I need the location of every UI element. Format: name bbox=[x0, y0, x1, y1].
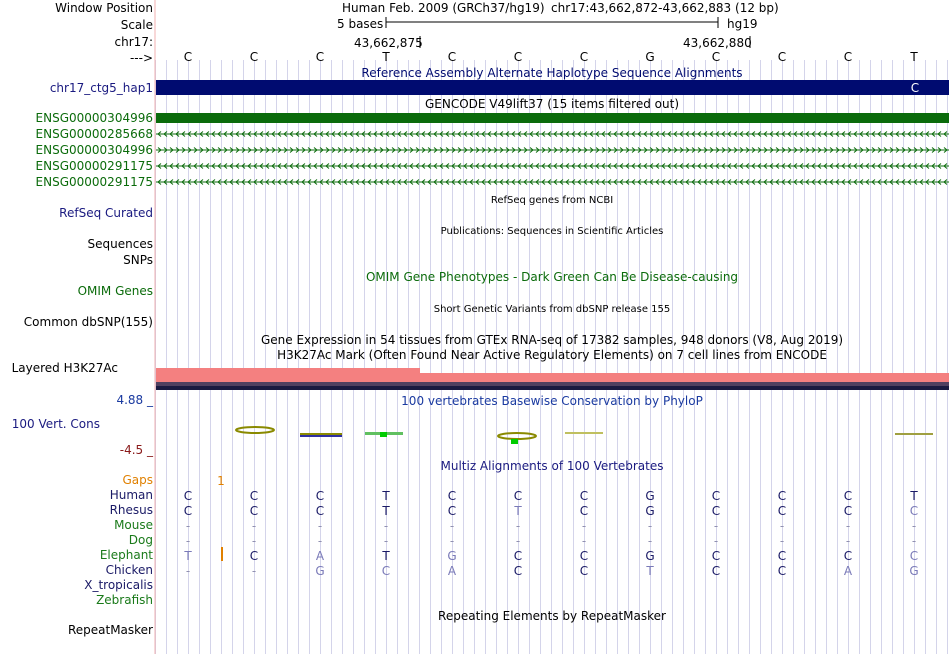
alignment-base: - bbox=[317, 519, 323, 533]
dbsnp-track-label[interactable]: Common dbSNP(155) bbox=[23, 315, 153, 329]
db-name: hg19 bbox=[727, 17, 758, 31]
alignment-base: G bbox=[645, 489, 655, 503]
scale-bar bbox=[386, 17, 718, 28]
alignment-base: - bbox=[185, 534, 191, 548]
refseq-track-title: RefSeq genes from NCBI bbox=[490, 195, 614, 206]
alignment-base: A bbox=[843, 564, 853, 578]
alignment-base: C bbox=[249, 489, 259, 503]
alignment-base: T bbox=[910, 489, 918, 503]
alignment-base: C bbox=[909, 504, 919, 518]
multiz-track-title: Multiz Alignments of 100 Vertebrates bbox=[440, 459, 664, 473]
alignment-base: C bbox=[843, 489, 853, 503]
conservation-max-label: 4.88 _ bbox=[116, 393, 153, 407]
coordinate-label-2: 43,662,880 bbox=[683, 36, 752, 50]
alignment-base: - bbox=[779, 519, 785, 533]
gencode-gene-label-3[interactable]: ENSG00000304996 bbox=[35, 143, 153, 157]
reference-base: T bbox=[910, 50, 918, 64]
reference-base: C bbox=[315, 50, 325, 64]
alignment-base: T bbox=[382, 549, 390, 563]
gencode-transcript-lines bbox=[156, 132, 949, 185]
alignment-base: C bbox=[909, 549, 919, 563]
publications-track-title: Publications: Sequences in Scientific Articles bbox=[440, 226, 664, 237]
species-label[interactable]: Elephant bbox=[99, 548, 153, 562]
elephant-gap-marker bbox=[221, 547, 223, 561]
alignment-base: - bbox=[713, 534, 719, 548]
omim-track-title: OMIM Gene Phenotypes - Dark Green Can Be Disease-causing bbox=[365, 270, 739, 284]
alignment-base: - bbox=[581, 519, 587, 533]
track-label-column bbox=[0, 0, 155, 654]
alignment-base: - bbox=[713, 519, 719, 533]
h3k27ac-signal[interactable] bbox=[156, 368, 949, 390]
alignment-base: C bbox=[249, 504, 259, 518]
alignment-base: A bbox=[315, 549, 325, 563]
alignment-base: C bbox=[777, 489, 787, 503]
alignment-base: - bbox=[779, 534, 785, 548]
alignment-base: - bbox=[911, 519, 917, 533]
alignment-base: C bbox=[183, 489, 193, 503]
assembly-name: Human Feb. 2009 (GRCh37/hg19) bbox=[342, 1, 545, 15]
gtex-track-title: Gene Expression in 54 tissues from GTEx RNA-seq of 17382 samples, 948 donors (V8, Aug 2019) bbox=[260, 333, 844, 347]
species-label[interactable]: Dog bbox=[128, 533, 153, 547]
reference-base: C bbox=[579, 50, 589, 64]
alignment-base: G bbox=[645, 504, 655, 518]
gencode-gene-bar[interactable] bbox=[156, 113, 949, 123]
gaps-label[interactable]: Gaps bbox=[122, 473, 153, 487]
alignment-base: T bbox=[514, 504, 522, 518]
conservation-track-label[interactable]: 100 Vert. Cons bbox=[11, 417, 100, 431]
alignment-base: C bbox=[579, 549, 589, 563]
reference-base: G bbox=[645, 50, 655, 64]
strand-label: ---> bbox=[129, 51, 153, 65]
alignment-base: - bbox=[515, 534, 521, 548]
reference-base: C bbox=[843, 50, 853, 64]
alignment-base: C bbox=[315, 504, 325, 518]
alignment-base: C bbox=[843, 504, 853, 518]
alignment-base: C bbox=[513, 549, 523, 563]
alignment-base: C bbox=[513, 489, 523, 503]
reference-base: C bbox=[447, 50, 457, 64]
gencode-track-title: GENCODE V49lift37 (15 items filtered out) bbox=[424, 97, 680, 111]
haplotype-track-label[interactable]: chr17_ctg5_hap1 bbox=[49, 81, 153, 95]
reference-base: C bbox=[513, 50, 523, 64]
gencode-gene-label-5[interactable]: ENSG00000291175 bbox=[35, 175, 153, 189]
alignment-base: - bbox=[647, 534, 653, 548]
multiz-alignment-rows bbox=[183, 489, 918, 578]
alignment-base: T bbox=[184, 549, 192, 563]
alignment-base: C bbox=[843, 549, 853, 563]
alignment-base: C bbox=[579, 564, 589, 578]
conservation-min-label: -4.5 _ bbox=[119, 443, 153, 457]
alignment-base: C bbox=[711, 564, 721, 578]
alignment-base: - bbox=[449, 534, 455, 548]
alignment-base: C bbox=[447, 504, 457, 518]
species-label[interactable]: Zebrafish bbox=[96, 593, 153, 607]
species-label[interactable]: Chicken bbox=[105, 563, 153, 577]
alignment-base: - bbox=[251, 564, 257, 578]
alignment-base: - bbox=[581, 534, 587, 548]
species-label[interactable]: Human bbox=[109, 488, 153, 502]
alignment-base: - bbox=[845, 519, 851, 533]
sequences-track-label[interactable]: Sequences bbox=[87, 237, 153, 251]
alignment-base: C bbox=[777, 549, 787, 563]
species-label[interactable]: Mouse bbox=[114, 518, 153, 532]
alignment-base: C bbox=[711, 489, 721, 503]
reference-base: C bbox=[711, 50, 721, 64]
haplotype-alignment-bar[interactable] bbox=[156, 80, 949, 95]
h3k27ac-track-title: H3K27Ac Mark (Often Found Near Active Regulatory Elements) on 7 cell lines from ENCODE bbox=[277, 348, 827, 362]
species-label[interactable]: X_tropicalis bbox=[84, 578, 153, 592]
h3k27ac-track-label[interactable]: Layered H3K27Ac bbox=[11, 361, 118, 375]
reference-base: C bbox=[249, 50, 259, 64]
alignment-base: - bbox=[647, 519, 653, 533]
alignment-base: - bbox=[185, 564, 191, 578]
alignment-base: G bbox=[447, 549, 457, 563]
gap-count: 1 bbox=[217, 474, 225, 488]
refseq-track-label[interactable]: RefSeq Curated bbox=[59, 206, 153, 220]
alignment-base: C bbox=[579, 504, 589, 518]
alignment-base: C bbox=[711, 549, 721, 563]
chrom-label: chr17: bbox=[114, 35, 153, 49]
gencode-gene-label-2[interactable]: ENSG00000285668 bbox=[35, 127, 153, 141]
alignment-base: C bbox=[315, 489, 325, 503]
haplotype-track-title: Reference Assembly Alternate Haplotype Sequence Alignments bbox=[361, 66, 743, 80]
scale-text: 5 bases bbox=[337, 17, 384, 31]
alignment-base: C bbox=[447, 489, 457, 503]
omim-track-label[interactable]: OMIM Genes bbox=[77, 284, 153, 298]
alignment-base: G bbox=[645, 549, 655, 563]
gencode-gene-label-4[interactable]: ENSG00000291175 bbox=[35, 159, 153, 173]
species-label[interactable]: Rhesus bbox=[109, 503, 153, 517]
alignment-base: - bbox=[317, 534, 323, 548]
alignment-base: T bbox=[646, 564, 654, 578]
alignment-base: C bbox=[249, 549, 259, 563]
window-position: chr17:43,662,872-43,662,883 (12 bp) bbox=[551, 1, 779, 15]
window-position-label: Window Position bbox=[55, 1, 153, 15]
reference-base: C bbox=[183, 50, 193, 64]
alignment-base: G bbox=[315, 564, 325, 578]
repeatmasker-track-label[interactable]: RepeatMasker bbox=[67, 623, 153, 637]
reference-base: C bbox=[777, 50, 787, 64]
alignment-base: C bbox=[513, 564, 523, 578]
alignment-base: C bbox=[711, 504, 721, 518]
alignment-base: - bbox=[845, 534, 851, 548]
alignment-base: - bbox=[383, 534, 389, 548]
conservation-track-title: 100 vertebrates Basewise Conservation by PhyloP bbox=[401, 394, 703, 408]
haplotype-base: C bbox=[910, 81, 920, 95]
alignment-base: T bbox=[382, 504, 390, 518]
alignment-base: A bbox=[447, 564, 457, 578]
dbsnp-track-title: Short Genetic Variants from dbSNP release 155 bbox=[433, 304, 671, 315]
alignment-base: G bbox=[909, 564, 919, 578]
scale-label: Scale bbox=[120, 18, 153, 32]
alignment-base: C bbox=[183, 504, 193, 518]
alignment-base: - bbox=[383, 519, 389, 533]
snps-track-label[interactable]: SNPs bbox=[123, 253, 153, 267]
alignment-base: C bbox=[777, 504, 787, 518]
coordinate-label-1: 43,662,875 bbox=[354, 36, 423, 50]
alignment-base: C bbox=[579, 489, 589, 503]
alignment-base: - bbox=[911, 534, 917, 548]
alignment-base: - bbox=[515, 519, 521, 533]
alignment-base: C bbox=[381, 564, 391, 578]
alignment-base: - bbox=[251, 534, 257, 548]
alignment-base: C bbox=[777, 564, 787, 578]
reference-base: T bbox=[382, 50, 390, 64]
alignment-base: - bbox=[185, 519, 191, 533]
alignment-base: - bbox=[449, 519, 455, 533]
repeatmasker-track-title: Repeating Elements by RepeatMasker bbox=[438, 609, 666, 623]
alignment-base: - bbox=[251, 519, 257, 533]
alignment-base: T bbox=[382, 489, 390, 503]
gencode-gene-label-1[interactable]: ENSG00000304996 bbox=[35, 111, 153, 125]
